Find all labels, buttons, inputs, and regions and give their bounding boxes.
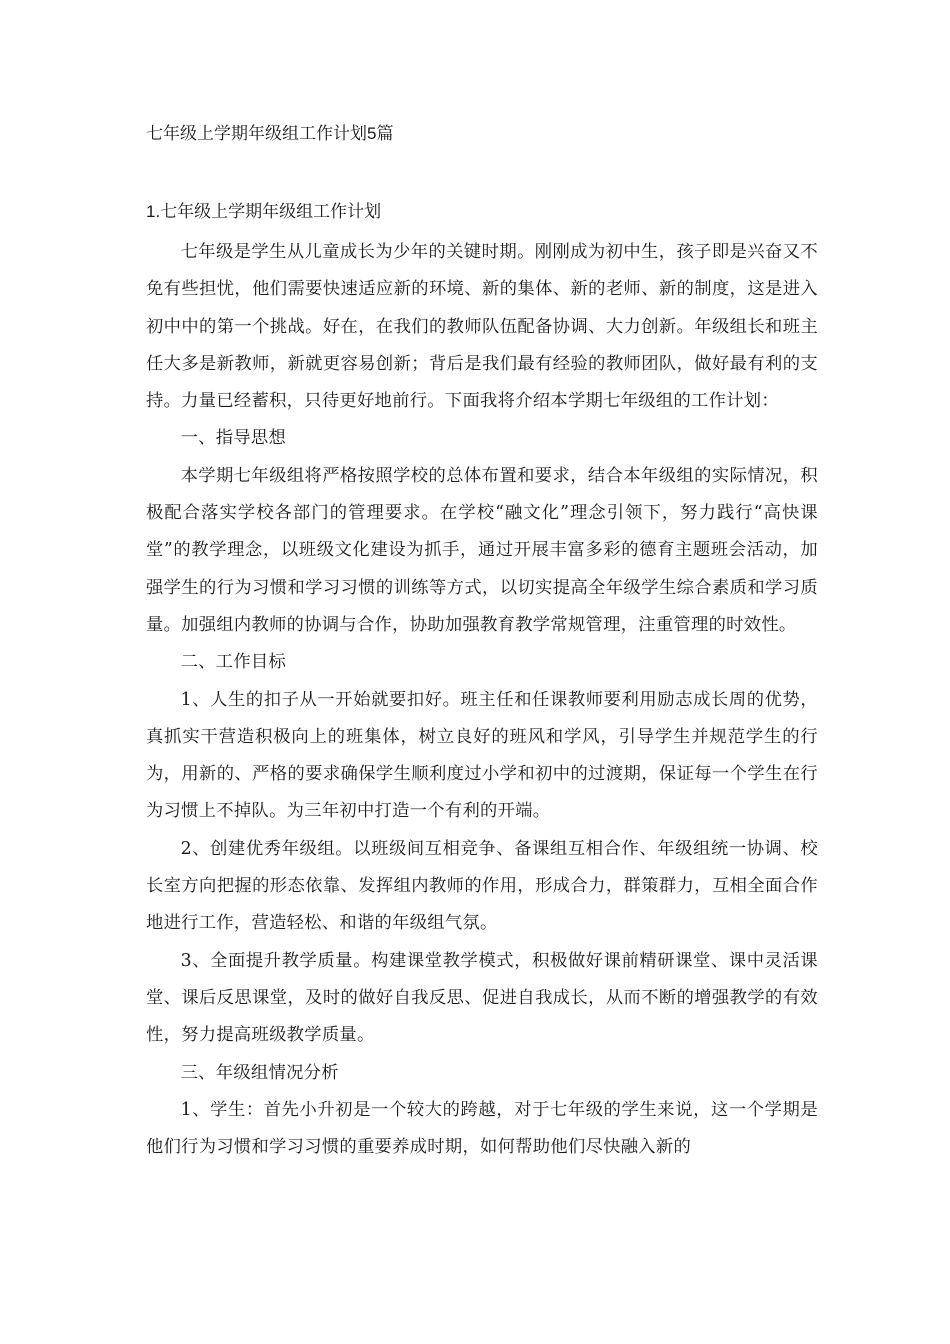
heading-guiding-ideology: 一、指导思想 [180, 428, 287, 449]
heading-work-goals: 二、工作目标 [180, 652, 287, 673]
analysis-paragraph-1: 1、学生：首先小升初是一个较大的跨越，对于七年级的学生来说，这一个学期是他们行为习惯和学习习惯的重要养成时期，如何帮助他们尽快融入新的 [146, 1099, 818, 1158]
goal-paragraph-3: 3、全面提升教学质量。构建课堂教学模式，积极做好课前精研课堂、课中灵活课堂、课后反思课堂，及时的做好自我反思、促进自我成长，从而不断的增强教学的有效性，努力提高班级教学质量。 [146, 950, 818, 1046]
document-title: 七年级上学期年级组工作计划5篇 [146, 124, 394, 143]
heading-situation-analysis: 三、年级组情况分析 [180, 1062, 339, 1083]
goal-paragraph-1: 1、人生的扣子从一开始就要扣好。班主任和任课教师要利用励志成长周的优势，真抓实干营造积极向上的班集体，树立良好的班风和学风，引导学生并规范学生的行为，用新的、严格的要求确保学生顺利度过小学和初中的过渡期，保证每一个学生在行为习惯上不掉队。为三年初中打造一个有利的开端。 [146, 689, 818, 822]
guiding-paragraph: 本学期七年级组将严格按照学校的总体布置和要求，结合本年级组的实际情况，积极配合落实学校各部门的管理要求。在学校“融文化”理念引领下，努力践行“高快课堂”的教学理念，以班级文化建设为抓手，通过开展丰富多彩的德育主题班会活动，加强学生的行为习惯和学习习惯的训练等方式，以切实提高全年级学生综合素质和学习质量。加强组内教师的协调与合作，协助加强教育教学常规管理，注重管理的时效性。 [146, 465, 818, 635]
goal-paragraph-2: 2、创建优秀年级组。以班级间互相竞争、备课组互相合作、年级组统一协调、校长室方向把握的形态依靠、发挥组内教师的作用，形成合力，群策群力，互相全面合作地进行工作，营造轻松、和谐的年级组气氛。 [146, 838, 818, 934]
intro-paragraph: 七年级是学生从儿童成长为少年的关键时期。刚刚成为初中生，孩子即是兴奋又不免有些担忧，他们需要快速适应新的环境、新的集体、新的老师、新的制度，这是进入初中中的第一个挑战。好在，在我们的教师队伍配备协调、大力创新。年级组长和班主任大多是新教师，新就更容易创新；背后是我们最有经验的教师团队，做好最有利的支持。力量已经蓄积，只待更好地前行。下面我将介绍本学期七年级组的工作计划： [146, 242, 818, 412]
section-title: 1.七年级上学期年级组工作计划 [146, 202, 382, 221]
